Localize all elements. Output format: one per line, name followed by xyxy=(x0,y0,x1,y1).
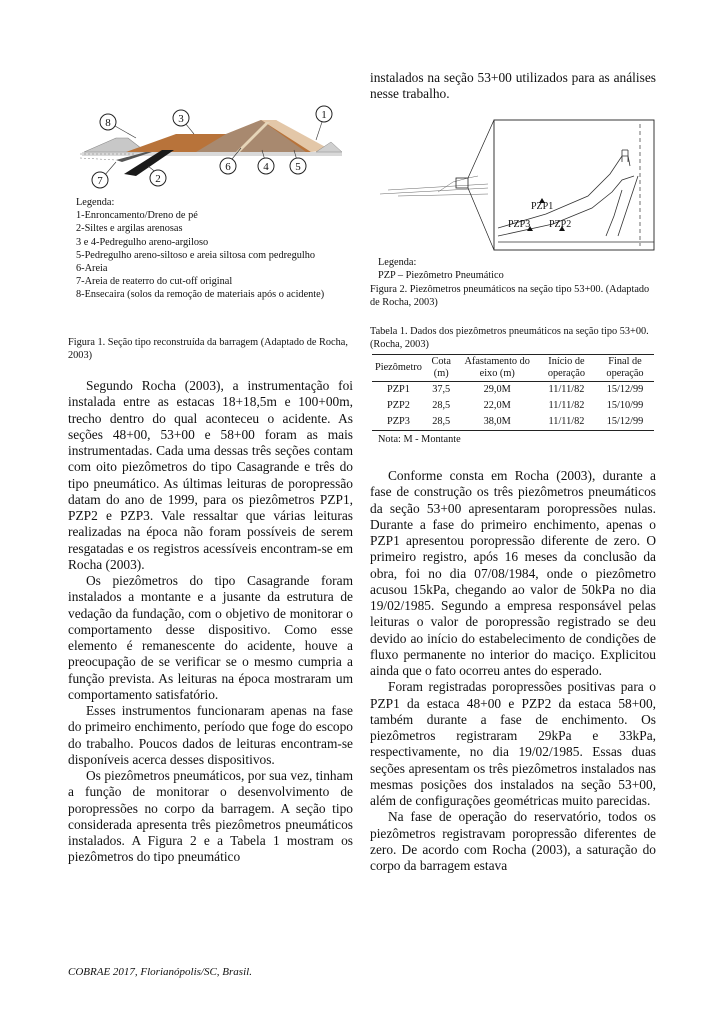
legend-item: 8-Ensecaira (solos da remoção de materiais após o acidente) xyxy=(76,289,325,301)
fig1-label-3: 3 xyxy=(178,113,184,125)
table-row xyxy=(372,382,654,399)
table-cell: 11/11/82 xyxy=(548,384,585,395)
legend-item: 2-Siltes e argilas arenosas xyxy=(76,223,183,235)
fig1-label-8: 8 xyxy=(105,117,111,129)
legend-item: PZP – Piezômetro Pneumático xyxy=(378,270,504,282)
table-cell: 15/12/99 xyxy=(596,414,654,431)
paragraph: Os piezômetros pneumáticos, por sua vez, tinham a função de monitorar o desenvolvimento de poropressões no corpo da barragem. A seção tipo considerada apresenta três piezômetros pneumáticos instalados. A Figura 2 e a Tabela 1 mostram os piezômetros do tipo pneumático xyxy=(68,768,353,865)
table-header: Cota (m) xyxy=(425,355,458,382)
page-footer: COBRAE 2017, Florianópolis/SC, Brasil. xyxy=(68,966,252,978)
paragraph: Na fase de operação do reservatório, todos os piezômetros registravam poropressão diferentes de zero. De acordo com Rocha (2003), a saturação do corpo da barragem estava xyxy=(370,809,656,873)
table-cell: 11/11/82 xyxy=(537,414,596,431)
figure-1-caption: Figura 1. Seção tipo reconstruída da barragem (Adaptado de Rocha, 2003) xyxy=(68,337,348,362)
fig1-label-1: 1 xyxy=(321,109,327,121)
legend-item: 3 e 4-Pedregulho areno-argiloso xyxy=(76,236,209,248)
figure-2 xyxy=(378,116,658,254)
table-cell: 11/11/82 xyxy=(548,400,585,411)
legend-title: Legenda: xyxy=(378,257,417,268)
paragraph: Esses instrumentos funcionaram apenas na fase do primeiro enchimento, período que foge do escopo do trabalho. Poucos dados de leituras encontram-se disponíveis acerca desses dispositivos. xyxy=(68,703,353,767)
fig1-label-6: 6 xyxy=(225,161,231,173)
legend-item: 7-Areia de reaterro do cut-off original xyxy=(76,276,233,288)
fig1-label-7: 7 xyxy=(97,175,103,187)
paragraph-continuation: instalados na seção 53+00 utilizados para as análises nesse trabalho. xyxy=(370,70,656,102)
table-1-caption: Tabela 1. Dados dos piezômetros pneumáticos na seção tipo 53+00. (Rocha, 2003) xyxy=(370,326,649,351)
table-1 xyxy=(372,354,654,431)
left-column-text xyxy=(68,378,353,866)
table-cell: 37,5 xyxy=(432,384,451,395)
legend-item: 6-Areia xyxy=(76,263,108,275)
figure-2-legend xyxy=(378,256,658,282)
table-cell: 29,0M xyxy=(483,384,511,395)
paragraph: Conforme consta em Rocha (2003), durante a fase de construção os três piezômetros pneumáticos da seção 53+00 apresentaram poropressões nulas. Durante a fase do primeiro enchimento, apenas o PZP1 apresentou poropressão diferente de zero. O primeiro registro, após 16 meses da conclusão da obra, foi no dia 07/08/1984, onde o piezômetro acusou 15kPa, chegando ao valor de 50kPa no dia 19/02/1985. Segundo a empresa responsável pelas leituras o valor de poropressão registrado se deu devido ao início do estabelecimento de condições de fluxo permanente no interior do maciço. Explicitou ainda que o fato ocorreu antes do esperado. xyxy=(370,468,656,678)
table-cell: 22,0M xyxy=(483,400,511,411)
legend-item: 1-Enroncamento/Dreno de pé xyxy=(76,210,198,222)
table-cell: 15/12/99 xyxy=(606,384,644,395)
fig1-label-4: 4 xyxy=(263,161,269,173)
table-header: Início de operação xyxy=(537,355,596,382)
paragraph: Os piezômetros do tipo Casagrande foram instalados a montante e a jusante da estrutura de vedação da fundação, com o objetivo de monitorar o comportamento desse dispositivo. Como esse elemento é remanescente do acidente, houve a preocupação de se verificar se o mesmo cumpria a função prevista. As leituras na época mostraram um comportamento satisfatório. xyxy=(68,573,353,702)
table-row xyxy=(372,398,654,414)
table-cell: 15/10/99 xyxy=(606,400,644,411)
table-header: Final de operação xyxy=(596,355,654,382)
table-cell: 28,5 xyxy=(425,414,458,431)
figure-1 xyxy=(76,104,348,190)
legend-item: 5-Pedregulho areno-siltoso e areia siltosa com pedregulho xyxy=(76,249,316,261)
table-header: Afastamento do eixo (m) xyxy=(458,355,537,382)
paragraph: Foram registradas poropressões positivas para o PZP1 da estaca 48+00 e PZP2 da estaca 58+00, também durante a fase de enchimento. Os piezômetros registraram 29kPa e 33kPa, respectivamente, no dia 19/02/1985. Essas duas seções apresentam os três piezômetros instalados nas mesmas posições dos instalados na seção 53+00, além de configurações geométricas muito parecidas. xyxy=(370,679,656,808)
fig2-label-pzp3: PZP3 xyxy=(508,219,531,230)
table-cell: PZP2 xyxy=(387,400,410,411)
table-cell: PZP3 xyxy=(372,414,425,431)
piezometer-section-diagram xyxy=(378,116,658,254)
right-column-text xyxy=(370,468,656,874)
paragraph: Segundo Rocha (2003), a instrumentação foi instalada entre as estacas 18+18,5m e 100+00m, trecho dentro do qual aconteceu o acidente. As seções 48+00, 53+00 e 58+00 foram as mais instrumentadas. Cada uma dessas três seções contam com oito piezômetros do tipo Casagrande e três do tipo pneumático. As últimas leituras de poropressão datam do ano de 1999, para os piezômetros PZP1, PZP2 e PZP3. Vale ressaltar que várias leituras realizadas na época não foram possíveis de serem resgatadas e os registros acessíveis encontram-se em Rocha (2003). xyxy=(68,378,353,572)
table-1-note: Nota: M - Montante xyxy=(378,434,461,445)
figure-1-legend xyxy=(76,196,348,302)
legend-title: Legenda: xyxy=(76,197,115,208)
fig2-label-pzp2: PZP2 xyxy=(549,219,572,230)
dam-cross-section-diagram xyxy=(76,104,348,190)
table-cell: 38,0M xyxy=(458,414,537,431)
fig1-label-5: 5 xyxy=(295,161,301,173)
fig1-label-2: 2 xyxy=(155,173,161,185)
table-header: Piezômetro xyxy=(372,355,425,382)
figure-2-caption: Figura 2. Piezômetros pneumáticos na seção tipo 53+00. (Adaptado de Rocha, 2003) xyxy=(370,284,650,309)
fig2-label-pzp1: PZP1 xyxy=(531,201,554,212)
table-row xyxy=(372,414,654,431)
table-cell: PZP1 xyxy=(387,384,410,395)
table-cell: 28,5 xyxy=(432,400,451,411)
